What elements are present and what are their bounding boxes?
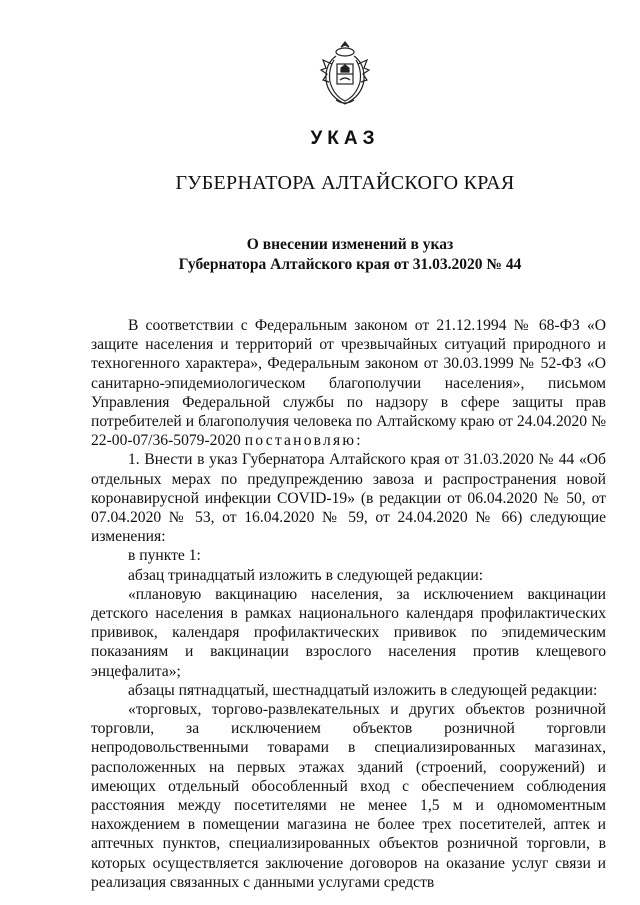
preamble-paragraph — [91, 316, 606, 450]
resolve-word: постановляю: — [244, 432, 363, 450]
document-subject — [0, 235, 640, 275]
issuer-title: ГУБЕРНАТОРА АЛТАЙСКОГО КРАЯ — [175, 172, 515, 194]
coat-of-arms-emblem — [314, 40, 376, 108]
in-point-paragraph: в пункте 1: — [128, 547, 201, 565]
preamble-text: В соответствии с Федеральным законом от 21.12.1994 № 68-ФЗ «О защите населения и территорий от чрезвычайных ситуаций природного и техногенного характера», Федеральным законом от 30.03.1999 № 52-ФЗ «О санитарно-эпидемиологическом благополучии населения», письмом Управления Федеральной службы по надзору в сфере защиты прав потребителей и благополучия человека по Алтайскому краю от 24.04.2020 № 22-00-07/36-5079-2020 — [91, 317, 606, 450]
para13-instruction: абзац тринадцатый изложить в следующей редакции: — [128, 566, 484, 584]
document-body — [91, 316, 606, 892]
para15-instruction: абзацы пятнадцатый, шестнадцатый изложить в следующей редакции: — [128, 681, 598, 699]
item-1-paragraph: 1. Внести в указ Губернатора Алтайского края от 31.03.2020 № 44 «Об отдельных мерах по предупреждению завоза и распространения новой коронавирусной инфекции COVID-19» (в редакции от 06.04.2020 № 50, от 07.04.2020 № 53, от 16.04.2020 № 59, от 24.04.2020 № 66) следующие изменения: — [91, 451, 606, 546]
subject-line-2: Губернатора Алтайского края от 31.03.2020 № 44 — [178, 256, 522, 273]
para15-text: «торговых, торгово-развлекательных и других объектов розничной торговли, за исключением объектов розничной торговли непродовольственными товарами в специализированных магазинах, расположенных на первых этажах зданий (строений, сооружений) и имеющих отдельный обособленный вход с обеспечением соблюдения расстояния между посетителями не менее 1,5 м и одномоментным нахождением в помещении магазина не более трех посетителей, аптек и аптечных пунктов, специализированных объектов розничной торговли, в которых осуществляется заключение договоров на оказание услуг связи и реализация связанных с данными услугами средств — [91, 701, 606, 891]
subject-line-1: О внесении изменений в указ — [246, 236, 454, 253]
decree-title: УКАЗ — [310, 128, 380, 149]
para13-text: «плановую вакцинацию населения, за исключением вакцинации детского населения в рамках национального календаря профилактических прививок, календаря профилактических прививок по эпидемическим показаниям и вакцинации взрослого населения против клещевого энцефалита»; — [91, 585, 606, 680]
